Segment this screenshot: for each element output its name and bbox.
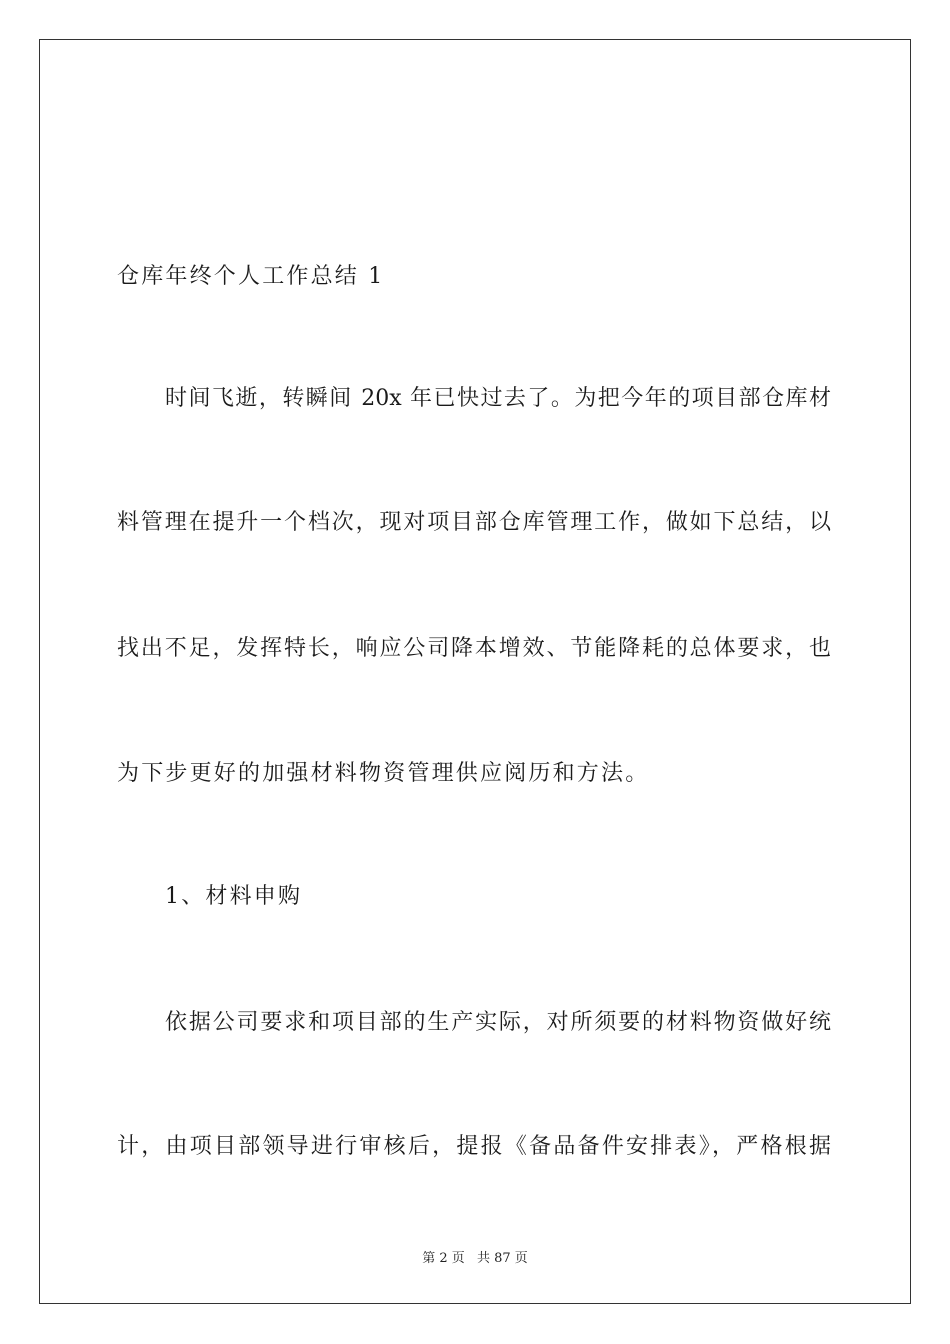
page-footer [0,1247,950,1266]
page-number: 第 2 页 [422,1251,465,1266]
page-total: 共 87 页 [476,1251,528,1266]
paragraph-line: 时间飞逝，转瞬间 20x 年已快过去了。为把今年的项目部仓库材 [165,386,831,411]
section-heading: 1、材料申购 [165,884,303,909]
paragraph-line: 计，由项目部领导进行审核后，提报《备品备件安排表》，严格根据 [117,1134,831,1159]
paragraph-line: 为下步更好的加强材料物资管理供应阅历和方法。 [117,761,650,786]
page-border [39,39,911,1304]
paragraph-line: 依据公司要求和项目部的生产实际，对所须要的材料物资做好统 [165,1010,831,1035]
paragraph-line: 料管理在提升一个档次，现对项目部仓库管理工作，做如下总结，以 [117,510,831,535]
paragraph-line: 找出不足，发挥特长，响应公司降本增效、节能降耗的总体要求，也 [117,636,831,661]
document-title: 仓库年终个人工作总结 1 [117,264,385,289]
